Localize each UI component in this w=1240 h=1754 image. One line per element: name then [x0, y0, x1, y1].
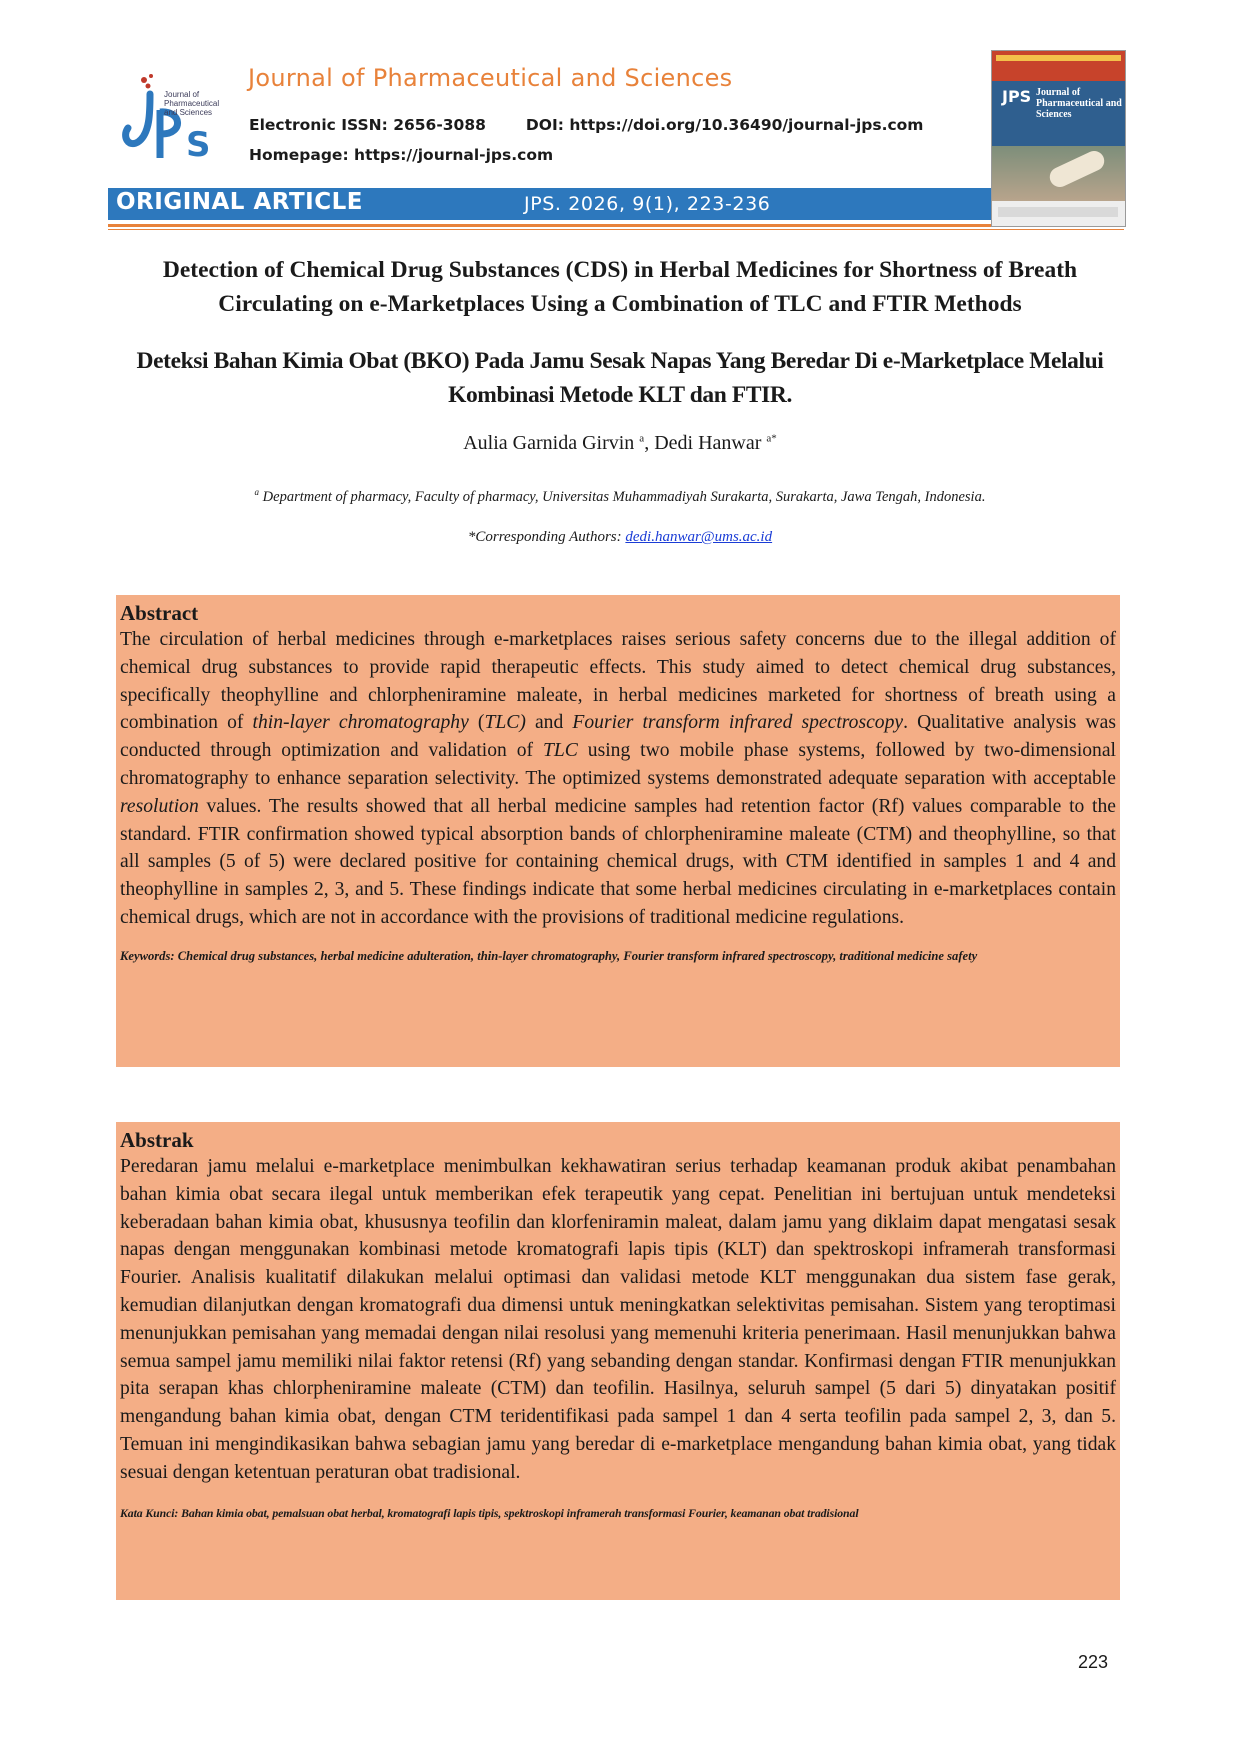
cover-title: Journal of Pharmaceutical and Sciences	[1036, 87, 1122, 120]
abstract-keywords: Keywords: Chemical drug substances, herbal medicine adulteration, thin-layer chromatography, Fourier transform infrared spectroscopy, traditional medicine safety	[120, 948, 978, 963]
issn-doi-line	[249, 116, 923, 134]
affiliation-mark: a	[254, 487, 260, 497]
homepage-link[interactable]: Homepage: https://journal-jps.com	[249, 146, 554, 164]
corresponding-email-link[interactable]: dedi.hanwar@ums.ac.id	[625, 529, 773, 545]
citation: JPS. 2026, 9(1), 223-236	[524, 193, 771, 215]
article-title-indonesian: Deteksi Bahan Kimia Obat (BKO) Pada Jamu Sesak Napas Yang Beredar Di e-Marketplace Melalui Kombinasi Metode KLT dan FTIR.	[136, 348, 1104, 408]
svg-text:S: S	[186, 125, 211, 162]
author-affiliation-mark: a*	[766, 432, 777, 445]
corresponding-label: *Corresponding Authors:	[467, 529, 622, 545]
logo-caption: Journal of Pharmaceutical and Sciences	[164, 90, 220, 117]
doi-link[interactable]: DOI: https://doi.org/10.36490/journal-jps.com	[525, 116, 924, 134]
article-banner	[108, 188, 992, 220]
affiliation-text: Department of pharmacy, Faculty of pharmacy, Universitas Muhammadiyah Surakarta, Surakarta, Jawa Tengah, Indonesia.	[262, 488, 986, 505]
abstrak-box	[116, 1122, 1120, 1600]
abstract-heading: Abstract	[120, 601, 199, 625]
journal-title: Journal of Pharmaceutical and Sciences	[248, 64, 733, 92]
article-type: ORIGINAL ARTICLE	[116, 189, 363, 215]
cover-footer	[998, 207, 1118, 217]
corresponding-author	[110, 529, 1130, 546]
article-title-english: Detection of Chemical Drug Substances (CDS) in Herbal Medicines for Shortness of Breath Circulating on e-Marketplaces Using a Combination of TLC and FTIR Methods	[162, 257, 1078, 317]
page-number: 223	[1078, 1652, 1109, 1672]
affiliation	[110, 487, 1130, 506]
author-name: Aulia Garnida Girvin	[463, 432, 635, 454]
capsule-icon	[1046, 148, 1107, 191]
jps-logo-icon	[120, 72, 230, 162]
header-rule	[108, 224, 1124, 227]
author-affiliation-mark: a	[639, 432, 645, 445]
abstrak-body: Peredaran jamu melalui e-marketplace menimbulkan kekhawatiran serius terhadap keamanan produk akibat penambahan bahan kimia obat secara ilegal untuk memberikan efek terapeutik yang cepat. Penelitian ini bertujuan untuk mendeteksi keberadaan bahan kimia obat, khususnya teofilin dan klorfeniramin maleat, dalam jamu yang diklaim dapat mengatasi sesak napas dengan menggunakan kombinasi metode kromatografi lapis tipis (KLT) dan spektroskopi inframerah transformasi Fourier. Analisis kualitatif dilakukan melalui optimasi dan validasi metode KLT menggunakan dua sistem fase gerak, kemudian dilanjutkan dengan kromatografi dua dimensi untuk meningkatkan selektivitas pemisahan. Sistem yang teroptimasi menunjukkan pemisahan yang memadai dengan nilai resolusi yang memenuhi kriteria penerimaan. Hasil menunjukkan bahwa semua sampel jamu memiliki nilai faktor retensi (Rf) yang sebanding dengan standar. Konfirmasi dengan FTIR menunjukkan pita serapan khas chlorpheniramine maleate (CTM) dan teofilin. Hasilnya, seluruh sampel (5 dari 5) dinyatakan positif mengandung bahan kimia obat, dengan CTM teridentifikasi pada sampel 1 dan 4 serta teofilin pada sampel 2, 3, dan 5. Temuan ini mengindikasikan bahwa sebagian jamu yang beredar di e-marketplace mengandung bahan kimia obat, yang tidak sesuai dengan ketentuan peraturan obat tradisional.	[120, 1156, 1116, 1483]
abstrak-heading: Abstrak	[120, 1128, 194, 1152]
journal-cover-image	[991, 50, 1126, 227]
cover-logo: JPS	[1002, 87, 1032, 106]
author-list: Aulia Garnida Girvin $^a$, Dedi Hanwar $^{a*}$	[463, 432, 777, 454]
abstrak-keywords: Kata Kunci: Bahan kimia obat, pemalsuan obat herbal, kromatografi lapis tipis, spektroskopi inframerah transformasi Fourier, keamanan obat tradisional	[120, 1505, 859, 1520]
journal-logo	[120, 72, 230, 162]
abstract-box	[116, 595, 1120, 1067]
cover-strip	[996, 55, 1121, 61]
header-rule-thin	[108, 229, 1124, 230]
issn: Electronic ISSN: 2656-3088	[249, 116, 486, 134]
abstract-body: The circulation of herbal medicines through e-marketplaces raises serious safety concerns due to the illegal addition of chemical drug substances to provide rapid therapeutic effects. This study aimed to detect chemical drug substances, specifically theophylline and chlorpheniramine maleate, in herbal medicines marketed for shortness of breath using a combination of thin-layer chromatography (TLC) and Fourier transform infrared spectroscopy. Qualitative analysis was conducted through optimization and validation of TLC using two mobile phase systems, followed by two-dimensional chromatography to enhance separation selectivity. The optimized systems demonstrated adequate separation with acceptable resolution values. The results showed that all herbal medicine samples had retention factor (Rf) values comparable to the standard. FTIR confirmation showed typical absorption bands of chlorpheniramine maleate (CTM) and theophylline, so that all samples (5 of 5) were declared positive for containing chemical drugs, with CTM identified in samples 1 and 4 and theophylline in samples 2, 3, and 5. These findings indicate that some herbal medicines circulating in e-marketplaces contain chemical drugs, which are not in accordance with the provisions of traditional medicine regulations.	[120, 629, 1116, 928]
author-name: Dedi Hanwar	[654, 432, 762, 454]
